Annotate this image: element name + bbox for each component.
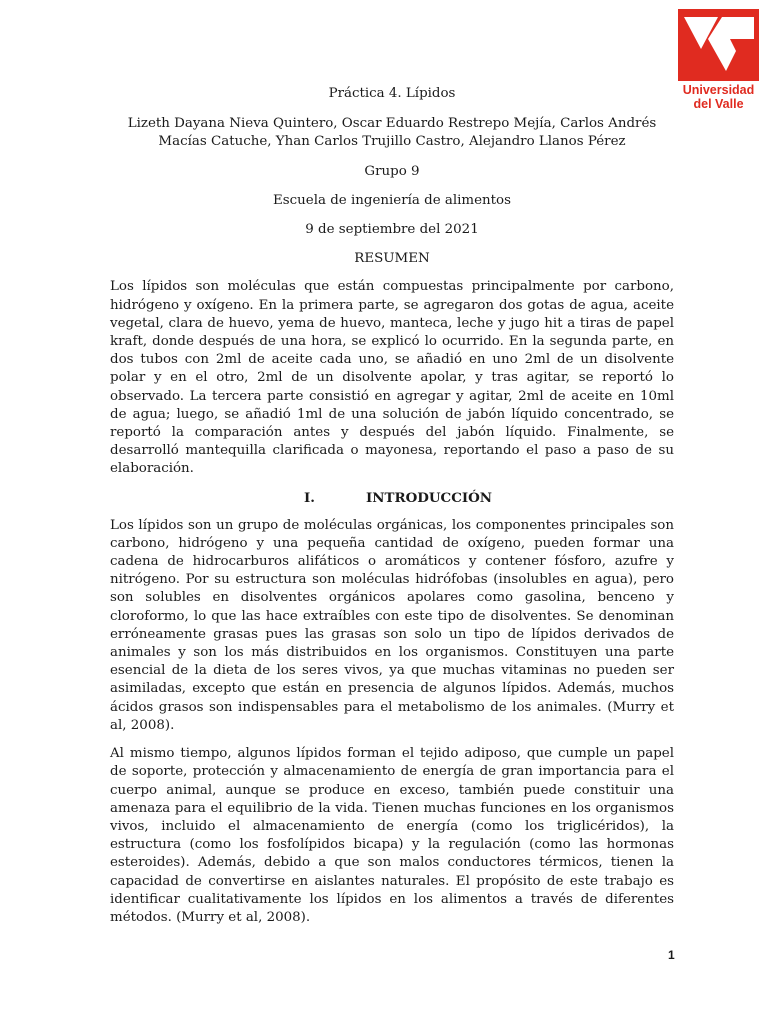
section-number: I. — [304, 489, 315, 506]
authors: Lizeth Dayana Nieva Quintero, Oscar Eduardo Restrepo Mejía, Carlos Andrés Macías Catuche, Yhan Carlos Trujillo Castro, Alejandro Llanos Pérez — [127, 116, 657, 150]
logo-line-1: Universidad — [682, 83, 755, 97]
document-page — [110, 85, 674, 927]
document-title: Práctica 4. Lípidos — [328, 86, 456, 101]
page-number: 1 — [668, 948, 675, 962]
section-title: INTRODUCCIÓN — [366, 489, 493, 506]
logo-line-2: del Valle — [693, 97, 744, 111]
university-logo — [678, 9, 759, 117]
logo-text — [678, 83, 759, 111]
abstract-text: Los lípidos son moléculas que están compuestas principalmente por carbono, hidrógeno y oxígeno. En la primera parte, se agregaron dos gotas de agua, aceite vegetal, clara de huevo, yema de huevo, manteca, leche y jugo hit a tiras de papel kraft, donde después de una hora, se explicó lo ocurrido. En la segunda parte, en dos tubos con 2ml de aceite cada uno, se añadió en uno 2ml de un disolvente polar y en el otro, 2ml de un disolvente apolar, y tras agitar, se reportó lo observado. La tercera parte consistió en agregar y agitar, 2ml de aceite en 10ml de agua; luego, se añadió 1ml de una solución de jabón líquido concentrado, se reportó la comparación antes y después del jabón líquido. Finalmente, se desarrolló mantequilla clarificada o mayonesa, reportando el paso a paso de su elaboración. — [110, 279, 674, 477]
intro-paragraph-1: Los lípidos son un grupo de moléculas orgánicas, los componentes principales son carbono, hidrógeno y una pequeña cantidad de oxígeno, pueden formar una cadena de hidrocarburos alifáticos o aromáticos y contener fósforo, azufre y nitrógeno. Por su estructura son moléculas hidrófobas (insolubles en agua), pero son solubles en disolventes orgánicos apolares como gasolina, benceno y cloroformo, lo que las hace extraíbles con este tipo de disolventes. Se denominan erróneamente grasas pues las grasas son solo un tipo de lípidos derivados de animales y son los más distribuidos en los organismos. Constituyen una parte esencial de la dieta de los seres vivos, ya que muchas vitaminas no pueden ser asimiladas, excepto que están en presencia de algunos lípidos. Además, muchos ácidos grasos son indispensables para el metabolismo de los animales. (Murry et al, 2008). — [110, 517, 674, 733]
logo-emblem-icon — [678, 9, 759, 81]
document-date: 9 de septiembre del 2021 — [305, 222, 479, 238]
section-heading — [110, 489, 674, 509]
school-name: Escuela de ingeniería de alimentos — [273, 192, 511, 208]
abstract-heading: RESUMEN — [354, 251, 430, 267]
intro-paragraph-2: Al mismo tiempo, algunos lípidos forman el tejido adiposo, que cumple un papel de soporte, protección y almacenamiento de energía de gran importancia para el cuerpo animal, aunque se produce en exceso, también puede constituir una amenaza para el equilibrio de la vida. Tienen muchas funciones en los organismos vivos, incluido el almacenamiento de energía (como los triglicéridos), la estructura (como los fosfolípidos bicapa) y la regulación (como las hormonas esteroides). Además, debido a que son malos conductores térmicos, tienen la capacidad de convertirse en aislantes naturales. El propósito de este trabajo es identificar cualitativamente los lípidos en los alimentos a través de diferentes métodos. (Murry et al, 2008). — [110, 746, 674, 925]
group-label: Grupo 9 — [364, 163, 420, 179]
